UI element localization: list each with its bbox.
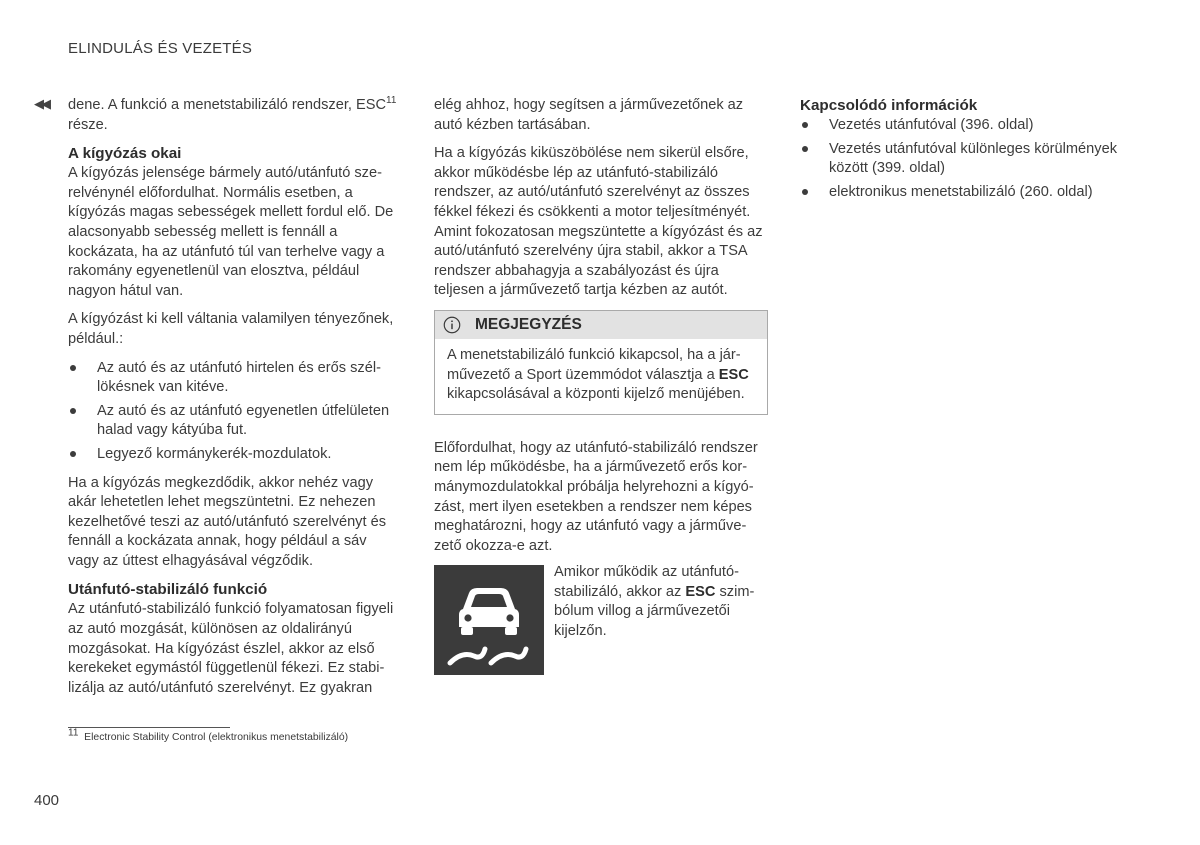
footnote-ref[interactable]: 11 [386, 95, 397, 107]
paragraph-possible: Előfordulhat, hogy az utánfutó-stabilizáló rendszer nem lép működésbe, ha a járművezető erős kormánymozdulatokkal próbálja helyrehozni a kígyózást, mert ilyen esetekben a rendszer nem képes meghatározni, hogy az utánfutó vagy a járművezető okozza-e azt. [434, 439, 758, 554]
related-link[interactable]: Vezetés utánfutóval különleges körülmények között (399. oldal) [800, 140, 1140, 179]
column-right [800, 96, 1140, 211]
paragraph-triggers: A kígyózást ki kell váltania valamilyen tényezőnek, például.: [68, 311, 394, 347]
list-item: Legyező kormánykerék-mozdulatok. [68, 445, 400, 465]
esc-description: Amikor működik az utánfutóstabilizáló, akkor az ESC szimbólum villog a járművezetői kijelzőn. [554, 564, 755, 640]
paragraph-continued: elég ahhoz, hogy segítsen a járművezetőnek az autó kézben tartásában. [434, 97, 744, 133]
trigger-list [68, 359, 400, 465]
esc-keyword: ESC [718, 366, 749, 383]
footnote-divider [68, 727, 230, 728]
footnote: $^{11}$ Electronic Stability Control (elektronikus menetstabilizáló) [68, 727, 349, 743]
list-item: Az autó és az utánfutó hirtelen és erős széllökésnek van kitéve. [68, 359, 400, 398]
heading-causes: A kígyózás okai [68, 145, 182, 163]
esc-skidding-car-icon [434, 565, 544, 675]
paragraph-tsa: Az utánfutó-stabilizáló funkció folyamatosan figyeli az autó mozgását, különösen az oldalirányú mozgásokat. Ha kígyózást észlel, akkor az első kerekeket egymástól függetlenül fékezi. Ez stabilizálja az autó/utánfutó szerelvényt. Ez gyakran [68, 601, 394, 696]
esc-symbol-row [434, 565, 768, 675]
note-header [435, 311, 767, 339]
heading-tsa: Utánfutó-stabilizáló funkció [68, 581, 268, 599]
note-box [434, 310, 768, 415]
info-circle-icon [443, 316, 461, 334]
page-number: 400 [34, 792, 60, 809]
note-title: MEGJEGYZÉS [475, 316, 582, 334]
related-link[interactable]: elektronikus menetstabilizáló (260. oldal) [800, 183, 1140, 203]
column-middle [434, 96, 768, 675]
chapter-header: ELINDULÁS ÉS VEZETÉS [68, 40, 253, 57]
paragraph-brake: Ha a kígyózás kiküszöbölése nem sikerül elsőre, akkor működésbe lép az utánfutó-stabilizáló rendszer, az autó/utánfutó szerelvényt az összes fékkel fékezi és csökkenti a motor teljesítményét. Amint fokozatosan megszüntette a kígyózást és az autó/utánfutó szerelvény újra stabil, akkor a TSA rendszer abbahagyja a szabályozást és újra teljesen a járművezető tartja kézben az autót. [434, 145, 763, 299]
esc-keyword: ESC [685, 583, 716, 600]
related-link[interactable]: Vezetés utánfutóval (396. oldal) [800, 116, 1140, 136]
paragraph-difficult: Ha a kígyózás megkezdődik, akkor nehéz vagy akár lehetetlen lehet megszüntetni. Ez nehezen kezelhetővé teszi az autó/utánfutó szerelvényt és fennáll a kockázata annak, hogy például a sáv vagy az úttest elhagyásával végződik. [68, 474, 387, 569]
related-links [800, 116, 1140, 202]
list-item: Az autó és az utánfutó egyenetlen útfelületen halad vagy kátyúba fut. [68, 402, 400, 441]
heading-related: Kapcsolódó információk [800, 97, 978, 114]
intro-paragraph: dene. A funkció a menetstabilizáló rendszer, ESC$^{11}$ része. [68, 95, 397, 133]
column-left [68, 96, 400, 707]
paragraph-causes: A kígyózás jelensége bármely autó/utánfutó szerelvénynél előfordulhat. Normális esetben, a kígyózás magas sebességek mellett fordul elő. De alacsonyabb sebesség mellett is fennáll a kockázata, ha az utánfutó túl van terhelve vagy a rakomány egyenetlenül van elosztva, például nagyon hátul van. [68, 165, 394, 299]
continuation-icon: ◀◀ [34, 96, 48, 111]
note-body: A menetstabilizáló funkció kikapcsol, ha a járművezető a Sport üzemmódot választja a ESC kikapcsolásával a központi kijelző menüjében. [447, 346, 749, 403]
